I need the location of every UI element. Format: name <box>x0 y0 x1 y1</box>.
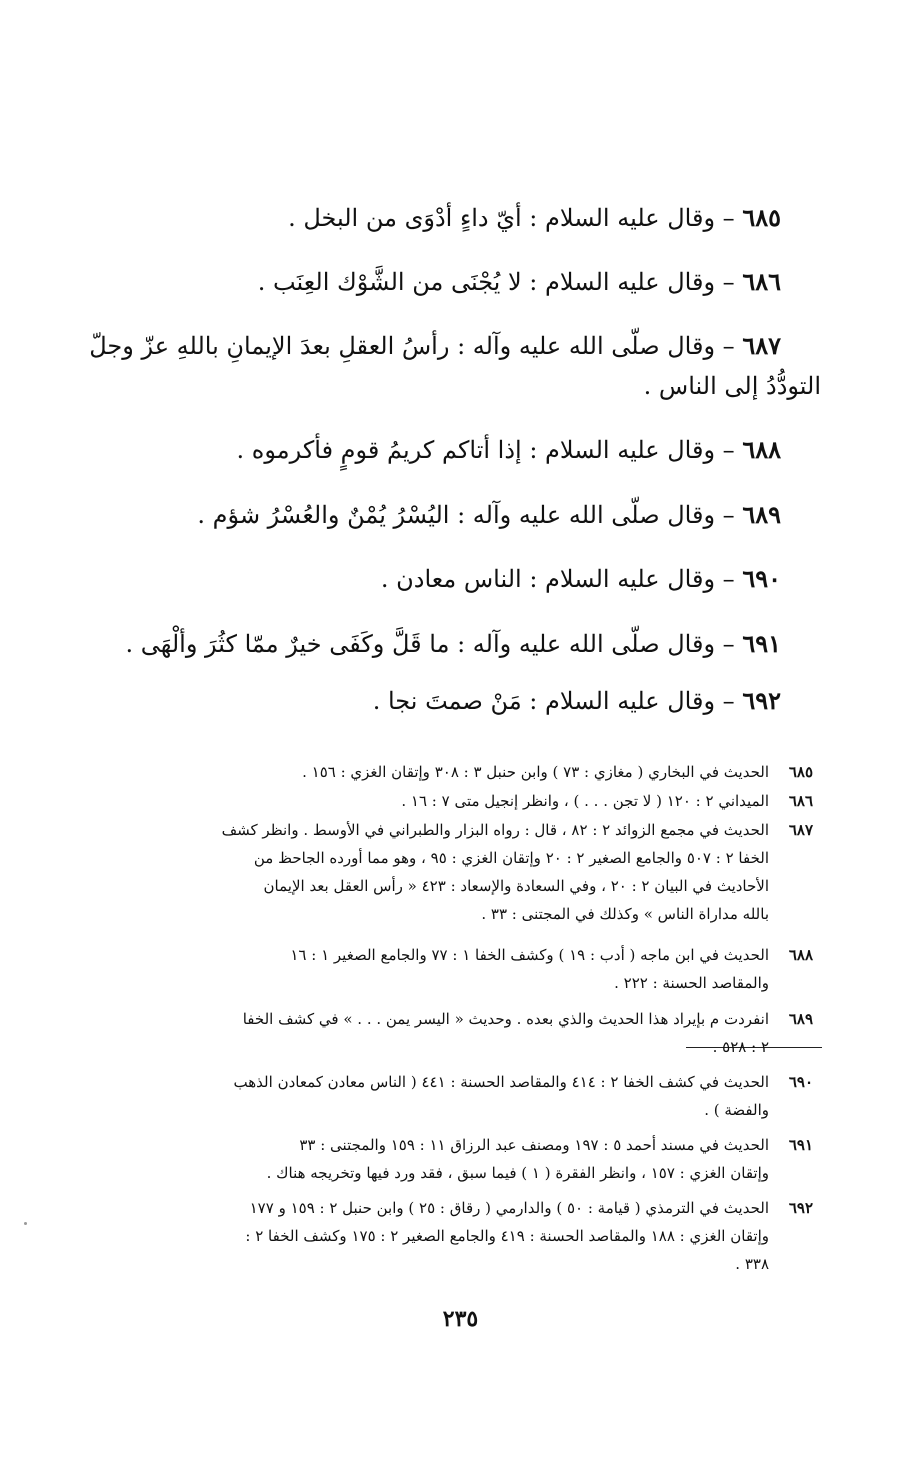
saying-690: ٦٩٠ – وقال عليه السلام : الناس معادن . <box>380 564 781 593</box>
saying-number: ٦٩٢ <box>742 686 781 715</box>
saying-text: وقال عليه السلام : مَنْ صمتَ نجا . <box>372 687 716 715</box>
footnote-number: ٦٨٥ <box>788 763 813 781</box>
footnote-text: انفردت م بإيراد هذا الحديث والذي بعده . وحديث « اليسر يمن . . . » في كشف الخفا ٢ : ٥٢٨ . <box>242 1010 769 1056</box>
footnote-number: ٦٨٧ <box>788 821 813 839</box>
footnote-text: الحديث في كشف الخفا ٢ : ٤١٤ والمقاصد الحسنة : ٤٤١ ( الناس معادن كمعادن الذهب والفضة ) . <box>233 1073 769 1119</box>
saying-number: ٦٩٠ <box>742 564 781 593</box>
footnote-number: ٦٨٦ <box>788 792 813 810</box>
saying-text: وقال صلّى الله عليه وآله : ما قَلَّ وكَفَى خيرٌ ممّا كثُرَ وألْهَى . <box>125 630 716 658</box>
saying-692: ٦٩٢ – وقال عليه السلام : مَنْ صمتَ نجا . <box>372 686 781 715</box>
saying-687-continuation: التودُّدُ إلى الناس . <box>643 372 821 400</box>
saying-text: وقال صلّى الله عليه وآله : اليُسْرُ يُمْنٌ والعُسْرُ شؤم . <box>197 501 716 529</box>
saying-691: ٦٩١ – وقال صلّى الله عليه وآله : ما قَلَّ وكَفَى خيرٌ ممّا كثُرَ وألْهَى . <box>125 629 781 658</box>
footnote-text: الحديث في مجمع الزوائد ٢ : ٨٢ ، قال : رواه البزار والطبراني في الأوسط . وانظر كشف الخفا ٢ : ٥٠٧ والجامع الصغير ٢ : ٢٠ وإتقان الغزي : ٩٥ ، وهو مما أورده الجاحظ من الأحاديث في البيان ٢ : ٢٠ ، وفي السعادة والإسعاد : ٤٢٣ « رأس العقل بعد الإيمان بالله مداراة الناس » وكذلك في المجتنى : ٣٣ . <box>221 821 769 923</box>
saying-number: ٦٩١ <box>742 629 781 658</box>
saying-number: ٦٨٦ <box>742 267 781 296</box>
footnote-690 <box>153 1068 813 1124</box>
footnote-text: الحديث في ابن ماجه ( أدب : ١٩ ) وكشف الخفا ١ : ٧٧ والجامع الصغير ١ : ١٦ والمقاصد الحسنة : ٢٢٢ . <box>290 946 769 992</box>
footnote-number: ٦٨٩ <box>788 1010 813 1028</box>
footnote-text: الحديث في البخاري ( مغازي : ٧٣ ) وابن حنبل ٣ : ٣٠٨ وإتقان الغزي : ١٥٦ . <box>302 763 769 781</box>
footnote-text: الحديث في الترمذي ( قيامة : ٥٠ ) والدارمي ( رقاق : ٢٥ ) وابن حنبل ٢ : ١٥٩ و ١٧٧ وإتقان الغزي : ١٨٨ والمقاصد الحسنة : ٤١٩ والجامع الصغير ٢ : ١٧٥ وكشف الخفا ٢ : ٣٣٨ . <box>245 1199 769 1273</box>
saying-number: ٦٨٥ <box>742 203 781 232</box>
footnote-686 <box>153 787 813 815</box>
saying-text: وقال صلّى الله عليه وآله : رأسُ العقلِ بعدَ الإيمانِ باللهِ عزّ وجلّ <box>89 332 716 360</box>
saying-685: ٦٨٥ – وقال عليه السلام : أيّ داءٍ أدْوَى من البخل . <box>288 203 781 232</box>
saying-number: ٦٨٩ <box>742 500 781 529</box>
footnote-692 <box>153 1194 813 1278</box>
saying-text: وقال عليه السلام : لا يُجْنَى من الشَّوْك العِنَب . <box>257 268 716 296</box>
footnote-text: الحديث في مسند أحمد ٥ : ١٩٧ ومصنف عبد الرزاق ١١ : ١٥٩ والمجتنى : ٣٣ وإتقان الغزي : ١٥٧ ، وانظر الفقرة ( ١ ) فيما سبق ، فقد ورد فيها وتخريجه هناك . <box>266 1136 769 1182</box>
saying-text: وقال عليه السلام : الناس معادن . <box>380 565 716 593</box>
footnote-number: ٦٩١ <box>788 1136 813 1154</box>
footnote-number: ٦٩٢ <box>788 1199 813 1217</box>
saying-688: ٦٨٨ – وقال عليه السلام : إذا أتاكم كريمُ قومٍ فأكرموه . <box>236 435 781 464</box>
scan-speck <box>24 1222 27 1225</box>
saying-number: ٦٨٧ <box>742 331 781 360</box>
footnote-number: ٦٨٨ <box>788 946 813 964</box>
footnote-685 <box>153 758 813 786</box>
footnote-text: الميداني ٢ : ١٢٠ ( لا تجن . . . ) ، وانظر إنجيل متى ٧ : ١٦ . <box>401 792 769 810</box>
footnote-689 <box>153 1005 813 1061</box>
saying-689: ٦٨٩ – وقال صلّى الله عليه وآله : اليُسْرُ يُمْنٌ والعُسْرُ شؤم . <box>197 500 781 529</box>
footnote-691 <box>153 1131 813 1187</box>
saying-number: ٦٨٨ <box>742 435 781 464</box>
saying-text: وقال عليه السلام : إذا أتاكم كريمُ قومٍ فأكرموه . <box>236 436 716 464</box>
footnote-687 <box>153 816 813 928</box>
footnote-number: ٦٩٠ <box>788 1073 813 1091</box>
footnote-688 <box>153 941 813 997</box>
saying-687: ٦٨٧ – وقال صلّى الله عليه وآله : رأسُ العقلِ بعدَ الإيمانِ باللهِ عزّ وجلّ <box>89 331 781 360</box>
saying-text: وقال عليه السلام : أيّ داءٍ أدْوَى من البخل . <box>288 204 716 232</box>
page-number: ٢٣٥ <box>442 1306 479 1332</box>
saying-686: ٦٨٦ – وقال عليه السلام : لا يُجْنَى من الشَّوْك العِنَب . <box>257 267 781 296</box>
